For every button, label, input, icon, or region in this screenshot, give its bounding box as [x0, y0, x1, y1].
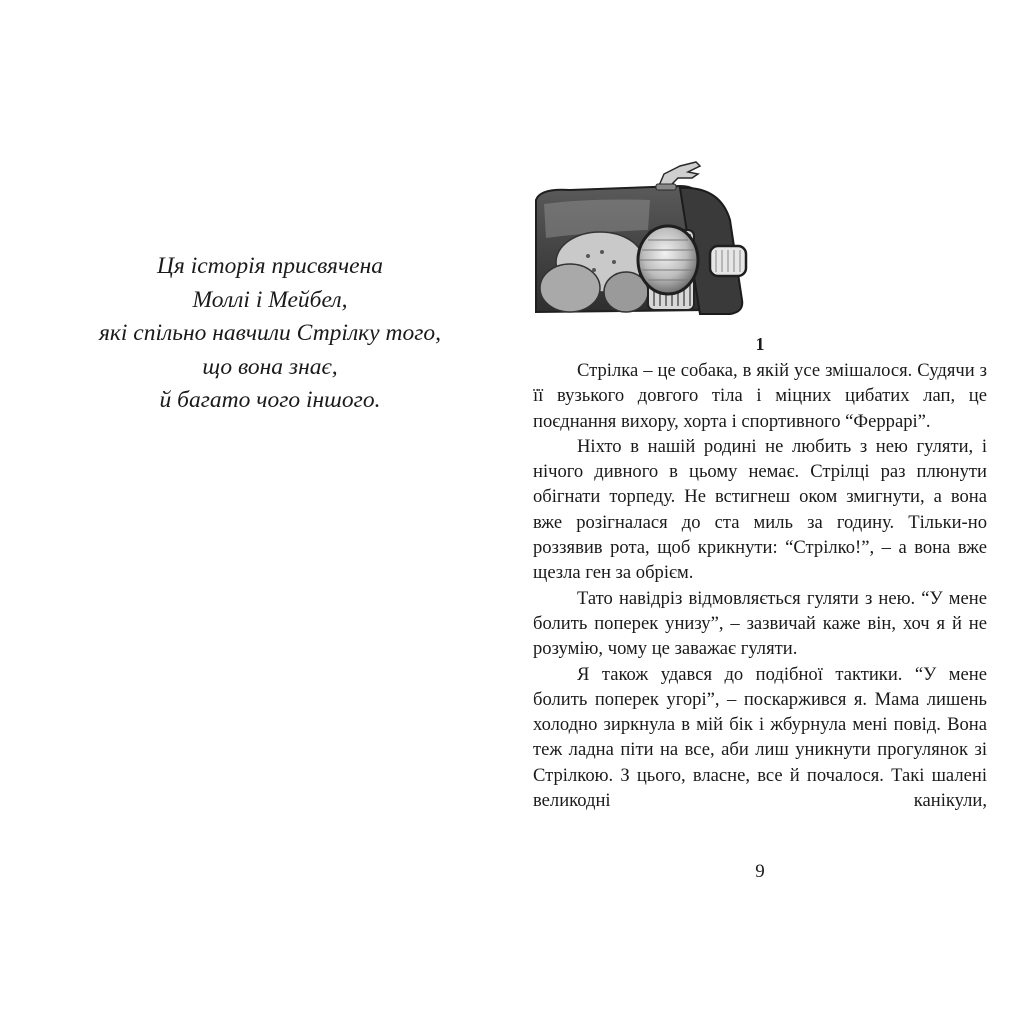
dedication-line: й багато чого іншого.	[159, 387, 381, 413]
body-text	[533, 358, 987, 813]
paragraph: Ніхто в нашій родині не любить з нею гуляти, і нічого дивного в цьому немає. Стрілці раз плюнути обігнати торпеду. Не встигнеш оком змигнути, а вона вже розігналася до ста миль за годину. Тільки-но роззявив рота, щоб крикнути: “Стрілко!”, – а вона вже щезла ген за обрієм.	[533, 435, 987, 584]
dedication-line: Ця історія присвячена	[156, 253, 384, 279]
paragraph: Я також удався до подібної тактики. “У мене болить поперек угорі”, – поскаржився я. Мама лишень холодно зиркнула в мій бік і жбурнула мені повід. Вона теж ладна піти на все, аби лиш уникнути прогулянок зі Стрілкою. З цього, власне, все й почалося. Такі шалені великодні канікули,	[533, 663, 987, 812]
paragraph: Тато навідріз відмовляється гуляти з нею. “У мене болить поперек унизу”, – зазвичай каже він, хоч я й не розумію, чому це заважає гуляти.	[533, 587, 987, 660]
page-number: 9	[755, 861, 765, 882]
dedication-line: Моллі і Мейбел,	[192, 286, 348, 313]
chapter-number: 1	[755, 334, 765, 354]
dedication-line: які спільно навчили Стрілку того,	[98, 320, 441, 346]
dedication	[20, 250, 520, 418]
vintage-car-illustration	[530, 160, 762, 322]
dedication-line: що вона знає,	[202, 353, 338, 380]
paragraph: Стрілка – це собака, в якій усе змішалося. Судячи з її вузького довгого тіла і міцних цибатих лап, це поєднання вихору, хорта і спортивного “Феррарі”.	[533, 360, 987, 432]
